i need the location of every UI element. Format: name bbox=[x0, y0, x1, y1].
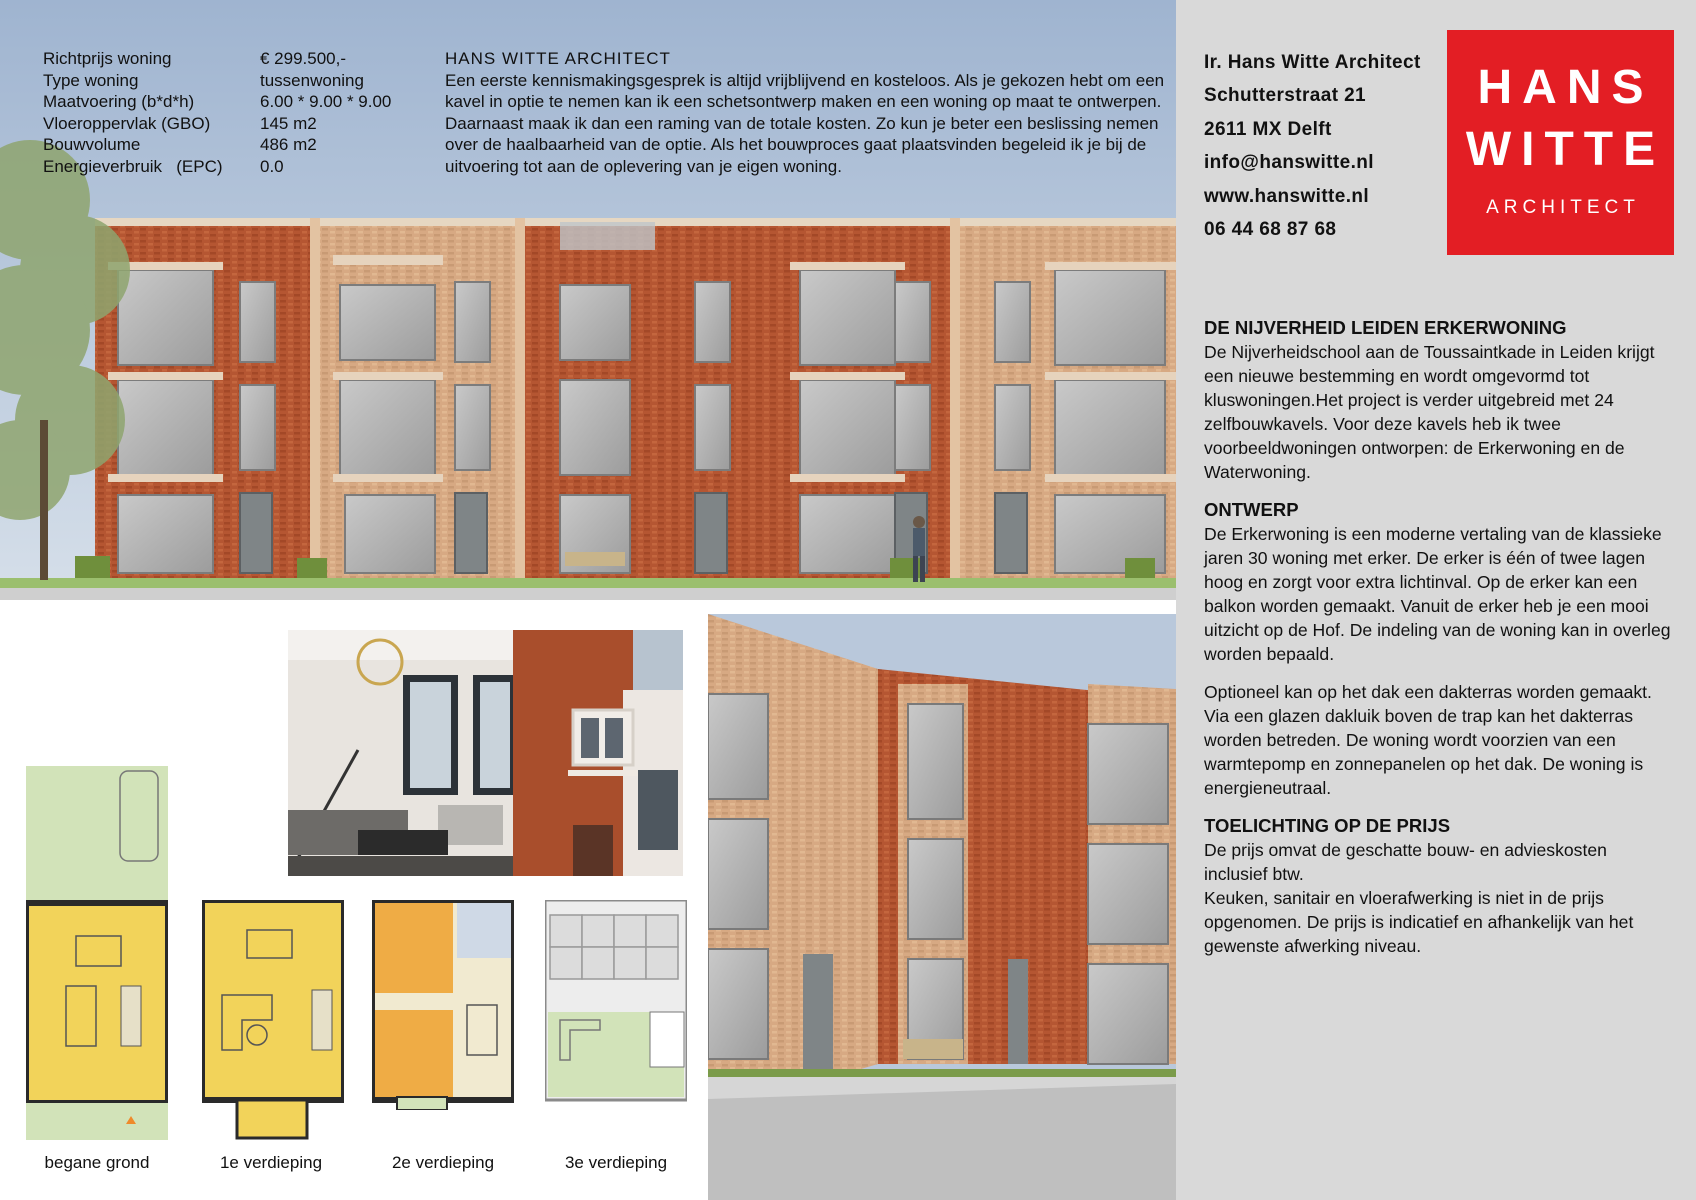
plan-caption: 1e verdieping bbox=[219, 1153, 323, 1172]
section-text: De Nijverheidschool aan de Toussaintkade in Leiden krijgt een nieuwe bestemming en wordt omgevormd tot kluswoningen.Het project is verder uitgebreid met 24 zelfbouwkavels. Voor deze kavels heb ik twee voorbeeldwoningen ontworpen: de Erkerwoning en de Waterwoning. bbox=[1204, 342, 1655, 482]
spec-label: Richtprijs woning bbox=[43, 49, 172, 68]
facade-photo bbox=[513, 630, 683, 876]
spec-value: € 299.500,- bbox=[260, 49, 347, 68]
intro-block bbox=[445, 48, 1165, 178]
spec-label: Vloeroppervlak (GBO) bbox=[43, 113, 211, 133]
section-title: ONTWERP bbox=[1204, 499, 1299, 520]
contact-name: Ir. Hans Witte Architect bbox=[1204, 52, 1421, 73]
spec-value: tussenwoning bbox=[260, 70, 364, 90]
floor-plan-third bbox=[545, 900, 687, 1110]
contact-city: 2611 MX Delft bbox=[1204, 118, 1332, 140]
interior-photo bbox=[288, 630, 513, 876]
section-text: Keuken, sanitair en vloerafwerking is niet in de prijs opgenomen. De prijs is indicatief en afhankelijk van het gewenste afwerking niveau. bbox=[1204, 888, 1634, 956]
spec-label: Bouwvolume bbox=[43, 135, 141, 155]
plan-caption: begane grond bbox=[44, 1153, 150, 1172]
contact-street: Schutterstraat 21 bbox=[1204, 85, 1367, 107]
logo-line-1: HANS bbox=[1477, 61, 1654, 114]
floor-plan-first bbox=[202, 900, 344, 1140]
spec-row bbox=[43, 134, 440, 156]
article-body bbox=[1204, 316, 1674, 958]
spec-row bbox=[43, 91, 440, 113]
section-text: De prijs omvat de geschatte bouw- en advieskosten inclusief btw. bbox=[1204, 840, 1607, 884]
brand-logo bbox=[1447, 30, 1674, 255]
floor-plan-ground bbox=[26, 766, 168, 1140]
logo-line-3: ARCHITECT bbox=[1486, 197, 1640, 218]
spec-table bbox=[43, 48, 440, 178]
plan-caption: 3e verdieping bbox=[564, 1153, 668, 1172]
contact-email[interactable]: info@hanswitte.nl bbox=[1204, 152, 1374, 174]
spec-value: 145 m2 bbox=[260, 113, 317, 133]
spec-row bbox=[43, 70, 440, 92]
contact-phone: 06 44 68 87 68 bbox=[1204, 219, 1337, 241]
right-panel bbox=[1176, 0, 1696, 1200]
spec-label: Maatvoering (b*d*h) bbox=[43, 92, 195, 112]
spec-label: Type woning bbox=[43, 70, 139, 90]
contact-website[interactable]: www.hanswitte.nl bbox=[1204, 185, 1370, 207]
plan-caption: 2e verdieping bbox=[391, 1153, 495, 1172]
perspective-render bbox=[708, 614, 1176, 1200]
section-title: TOELICHTING OP DE PRIJS bbox=[1204, 815, 1451, 836]
spec-value: 6.00 * 9.00 * 9.00 bbox=[260, 92, 392, 112]
section-text: Optioneel kan op het dak een dakterras worden gemaakt. Via een glazen dakluik boven de trap kan het dakterras worden betreden. De woning wordt voorzien van een warmtepomp en zonnepanelen op het dak. De woning is energieneutraal. bbox=[1204, 682, 1652, 798]
spec-value: 486 m2 bbox=[260, 135, 317, 155]
spec-label: Energieverbruik (EPC) bbox=[43, 156, 223, 176]
contact-block bbox=[1204, 46, 1421, 246]
spec-row bbox=[43, 113, 440, 135]
spec-row bbox=[43, 156, 440, 178]
spec-row bbox=[43, 48, 440, 70]
intro-heading: HANS WITTE ARCHITECT bbox=[445, 49, 671, 68]
section-title: DE NIJVERHEID LEIDEN ERKERWONING bbox=[1204, 317, 1567, 338]
section-text: De Erkerwoning is een moderne vertaling van de klassieke jaren 30 woning met erker. De erker is één of twee lagen hoog en zorgt voor extra lichtinval. Op de erker kan een balkon worden gemaakt. Vanuit de erker heb je een mooi uitzicht op de Hof. De indeling van de woning kan in overleg worden bepaald. bbox=[1204, 524, 1671, 664]
floor-plan-second bbox=[372, 900, 514, 1110]
logo-line-2: WITTE bbox=[1465, 123, 1666, 176]
intro-text: Een eerste kennismakingsgesprek is altijd vrijblijvend en kosteloos. Als je gekozen hebt om een kavel in optie te nemen kan ik een schetsontwerp maken en een woning op maat te ontwerpen. Daarnaast maak ik dan een raming van de totale kosten. Zo kun je beter een beslissing nemen over de haalbaarheid van de optie. Als het bouwproces gaat plaatsvinden begeleid ik je bij de uitvoering tot aan de oplevering van je eigen woning. bbox=[445, 70, 1165, 176]
spec-value: 0.0 bbox=[260, 156, 284, 176]
